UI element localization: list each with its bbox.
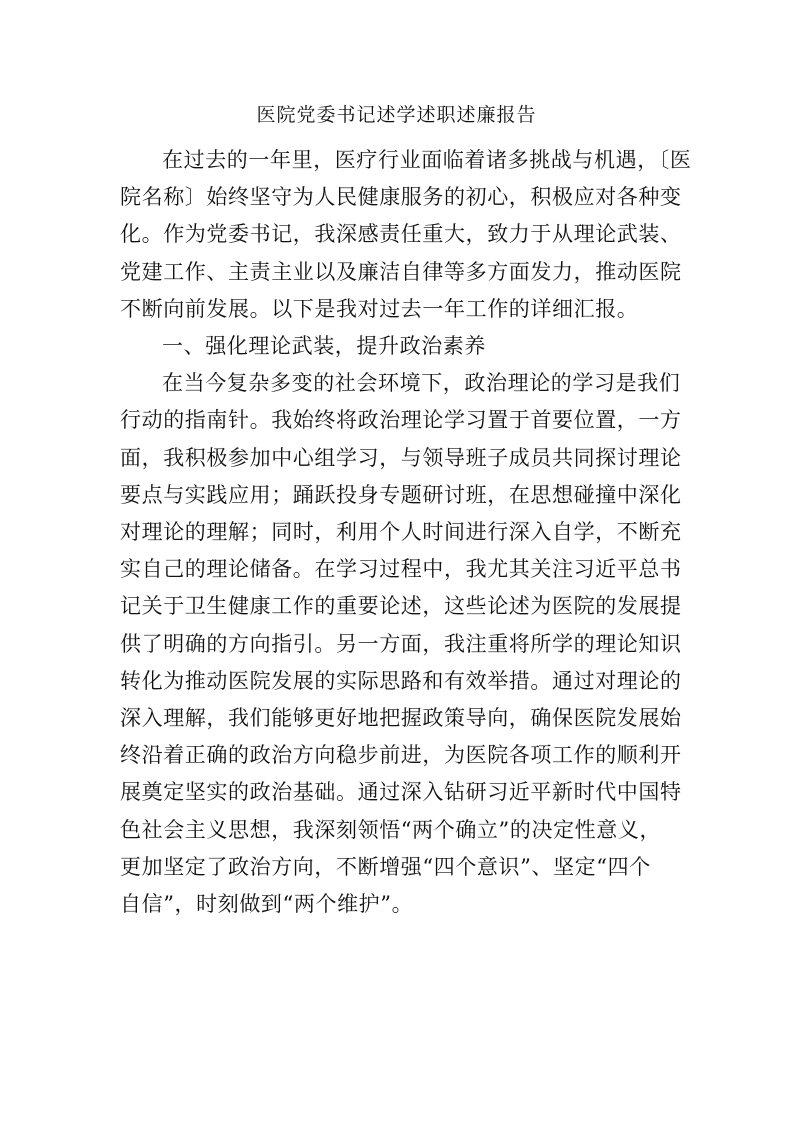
text-line: 面，我积极参加中心组学习，与领导班子成员共同探讨理论 — [120, 445, 682, 470]
document-body — [120, 142, 692, 923]
text-line: 要点与实践应用；踊跃投身专题研讨班，在思想碰撞中深化 — [120, 482, 682, 507]
text-line: 记关于卫生健康工作的重要论述，这些论述为医院的发展提 — [120, 594, 682, 619]
text-line: 实自己的理论储备。在学习过程中，我尤其关注习近平总书 — [120, 557, 682, 582]
text-line: 终沿着正确的政治方向稳步前进，为医院各项工作的顺利开 — [120, 743, 682, 768]
text-line: 展奠定坚实的政治基础。通过深入钻研习近平新时代中国特 — [120, 780, 682, 805]
text-line: 在当今复杂多变的社会环境下，政治理论的学习是我们 — [162, 371, 681, 396]
paragraph-intro — [120, 142, 692, 328]
section-heading — [120, 328, 673, 365]
text-line: 转化为推动医院发展的实际思路和有效举措。通过对理论的 — [120, 668, 682, 693]
text-line: 院名称〕始终坚守为人民健康服务的初心，积极应对各种变 — [120, 185, 682, 210]
text-line: 不断向前发展。以下是我对过去一年工作的详细汇报。 — [120, 296, 639, 321]
text-line: 党建工作、主责主业以及廉洁自律等多方面发力，推动医院 — [120, 259, 682, 284]
text-line: 化。作为党委书记，我深感责任重大，致力于从理论武装、 — [120, 222, 682, 247]
paragraph-theory — [120, 365, 682, 923]
text-line: 色社会主义思想，我深刻领悟“两个确立”的决定性意义， — [120, 817, 662, 842]
text-line: 供了明确的方向指引。另一方面，我注重将所学的理论知识 — [120, 631, 682, 656]
text-line: 行动的指南针。我始终将政治理论学习置于首要位置，一方 — [120, 408, 682, 433]
text-line: 对理论的理解；同时，利用个人时间进行深入自学，不断充 — [120, 520, 682, 545]
text-line: 深入理解，我们能够更好地把握政策导向，确保医院发展始 — [120, 706, 682, 731]
text-line: 在过去的一年里，医疗行业面临着诸多挑战与机遇，〔医 — [162, 148, 692, 172]
section-heading-text: 一、强化理论武装，提升政治素养 — [162, 334, 486, 359]
document-title: 医院党委书记述学述职述廉报告 — [256, 104, 537, 126]
text-line: 更加坚定了政治方向，不断增强“四个意识”、坚定“四个 — [120, 854, 651, 879]
text-line: 自信”，时刻做到“两个维护”。 — [120, 892, 414, 917]
